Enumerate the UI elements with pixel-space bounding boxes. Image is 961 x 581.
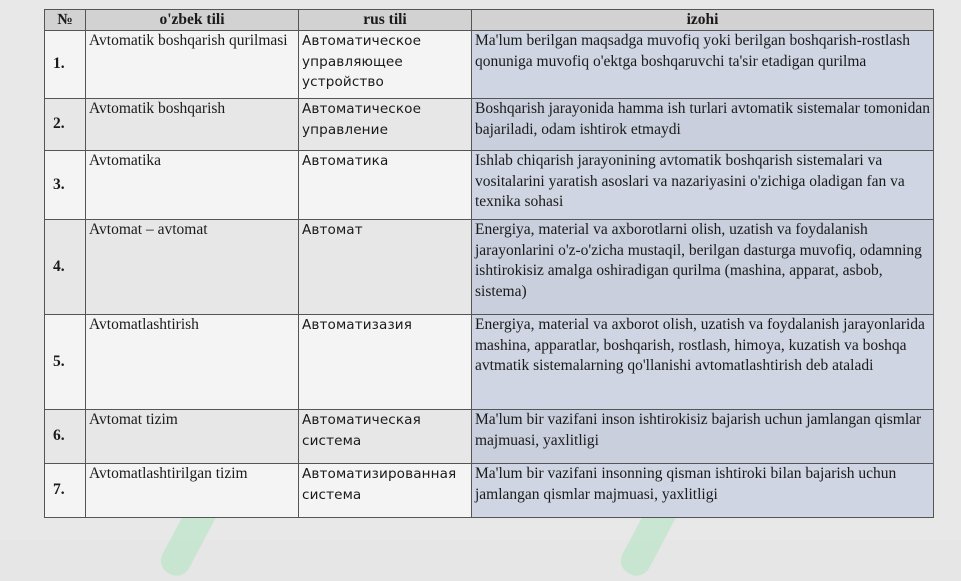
russian-term: Автомат <box>299 220 472 315</box>
table-header-row <box>45 10 934 31</box>
uzbek-term: Avtomatlashtirilgan tizim <box>86 464 299 518</box>
russian-term: Автоматическое управляющее устройство <box>299 31 472 99</box>
glossary-table <box>44 9 934 518</box>
row-number: 2. <box>45 99 86 151</box>
russian-term: Автоматизазия <box>299 315 472 410</box>
term-description: Ma'lum bir vazifani insonning qisman ishtiroki bilan bajarish uchun jamlangan qismlar majmuasi, yaxlitligi <box>472 464 934 518</box>
table-row <box>45 151 934 220</box>
row-number: 1. <box>45 31 86 99</box>
table-row <box>45 315 934 410</box>
table-row <box>45 220 934 315</box>
term-description: Energiya, material va axborot olish, uzatish va foydalanish jarayonlarida mashina, apparatlar, boshqarish, rostlash, himoya, kuzatish va boshqa avtmatik sistemalarning qo'llanishi avtomatlashtirish deb ataladi <box>472 315 934 410</box>
table-row <box>45 410 934 464</box>
header-uzbek: o'zbek tili <box>86 10 299 31</box>
russian-term: Автоматизированная система <box>299 464 472 518</box>
table-row <box>45 464 934 518</box>
term-description: Boshqarish jarayonida hamma ish turlari avtomatik sistemalar tomonidan bajariladi, odam ishtirok etmaydi <box>472 99 934 151</box>
row-number: 7. <box>45 464 86 518</box>
header-number: № <box>45 10 86 31</box>
row-number: 3. <box>45 151 86 220</box>
uzbek-term: Avtomatik boshqarish <box>86 99 299 151</box>
row-number: 6. <box>45 410 86 464</box>
uzbek-term: Avtomatika <box>86 151 299 220</box>
uzbek-term: Avtomat tizim <box>86 410 299 464</box>
term-description: Ma'lum bir vazifani inson ishtirokisiz bajarish uchun jamlangan qismlar majmuasi, yaxlitligi <box>472 410 934 464</box>
russian-term: Автоматическое управление <box>299 99 472 151</box>
table-row <box>45 31 934 99</box>
table-row <box>45 99 934 151</box>
header-description: izohi <box>472 10 934 31</box>
russian-term: Автоматическая система <box>299 410 472 464</box>
uzbek-term: Avtomatik boshqarish qurilmasi <box>86 31 299 99</box>
uzbek-term: Avtomat – avtomat <box>86 220 299 315</box>
term-description: Ishlab chiqarish jarayonining avtomatik boshqarish sistemalari va vositalarini yaratish asoslari va nazariyasini o'zichiga oladigan fan va texnika sohasi <box>472 151 934 220</box>
uzbek-term: Avtomatlashtirish <box>86 315 299 410</box>
header-russian: rus tili <box>299 10 472 31</box>
term-description: Energiya, material va axborotlarni olish, uzatish va foydalanish jarayonlarini o'z-o'zicha mustaqil, berilgan dasturga muvofiq, odamning ishtirokisiz amalga oshiradigan qurilma (mashina, apparat, asbob, sistema) <box>472 220 934 315</box>
row-number: 5. <box>45 315 86 410</box>
row-number: 4. <box>45 220 86 315</box>
term-description: Ma'lum berilgan maqsadga muvofiq yoki berilgan boshqarish-rostlash qonuniga muvofiq o'ektga boshqaruvchi ta'sir etadigan qurilma <box>472 31 934 99</box>
russian-term: Автоматика <box>299 151 472 220</box>
